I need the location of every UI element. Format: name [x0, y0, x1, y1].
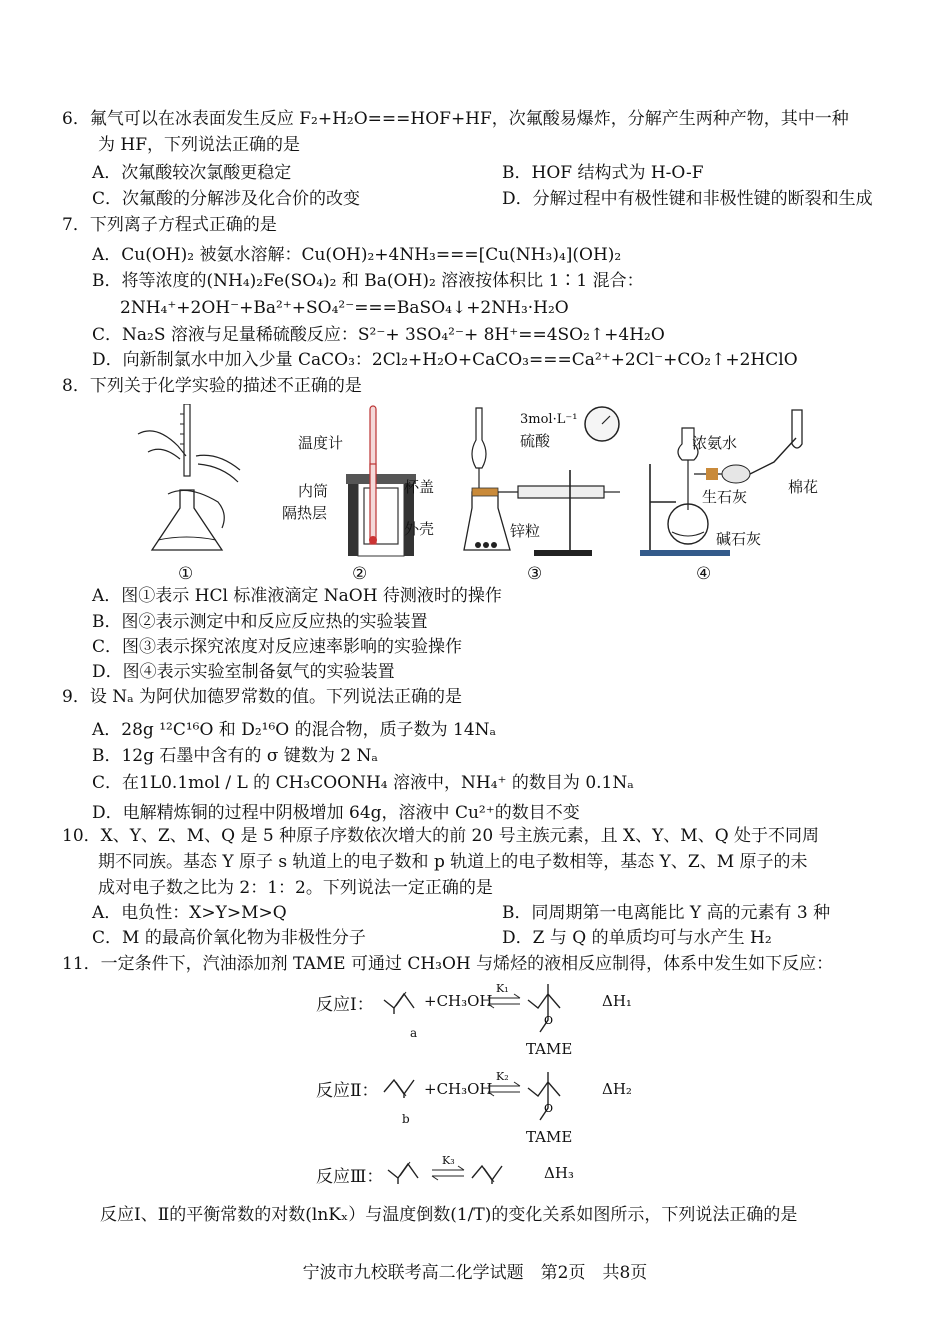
q7-option-a: A．Cu(OH)₂ 被氨水溶解：Cu(OH)₂+4NH₃===[Cu(NH₃)₄](OH)₂	[92, 245, 622, 265]
alkene-b-structure-r3	[470, 1160, 510, 1184]
q10-option-d: D．Z 与 Q 的单质均可与水产生 H₂	[502, 928, 772, 948]
page-footer: 宁波市九校联考高二化学试题 第2页 共8页	[302, 1263, 648, 1283]
k2-label: K₂	[496, 1070, 509, 1083]
q10-option-c: C．M 的最高价氧化物为非极性分子	[92, 928, 366, 948]
delta-h1: ΔH₁	[602, 992, 632, 1010]
label-lid: 杯盖	[404, 478, 435, 496]
label-acid-concentration: 3mol·L⁻¹	[520, 412, 578, 427]
q10-stem-line2: 期不同族。基态 Y 原子 s 轨道上的电子数和 p 轨道上的电子数相等，基态 Y、Z、M 原子的未	[98, 852, 808, 872]
k3-label: K₃	[442, 1154, 455, 1167]
q8-option-b: B．图②表示测定中和反应反应热的实验装置	[92, 612, 428, 632]
gas-syringe	[518, 486, 604, 498]
q8-option-c: C．图③表示探究浓度对反应速率影响的实验操作	[92, 637, 463, 657]
q7-option-b-equation: 2NH₄⁺+2OH⁻+Ba²⁺+SO₄²⁻===BaSO₄↓+2NH₃·H₂O	[120, 298, 569, 318]
reaction-2-label: 反应Ⅱ：	[316, 1081, 379, 1101]
q9-option-b: B．12g 石墨中含有的 σ 键数为 2 Nₐ	[92, 746, 378, 766]
q7-option-d: D．向新制氯水中加入少量 CaCO₃：2Cl₂+H₂O+CaCO₃===Ca²⁺+2Cl⁻+CO₂↑+2HClO	[92, 350, 798, 370]
svg-text:O: O	[544, 1102, 554, 1115]
q9-stem: 9．设 Nₐ 为阿伏加德罗常数的值。下列说法正确的是	[62, 687, 463, 707]
label-insulation: 隔热层	[282, 504, 328, 522]
q8-option-d: D．图④表示实验室制备氨气的实验装置	[92, 662, 395, 682]
svg-text:O: O	[544, 1014, 554, 1027]
right-hand	[196, 455, 240, 482]
q8-option-a: A．图①表示 HCl 标准液滴定 NaOH 待测液时的操作	[92, 586, 502, 606]
label-ammonia-water: 浓氨水	[692, 434, 738, 452]
tame-structure-2	[526, 1072, 576, 1128]
q6-option-a: A．次氟酸较次氯酸更稳定	[92, 163, 292, 183]
burette	[184, 404, 190, 476]
alkene-b-structure	[382, 1074, 422, 1098]
label-thermometer: 温度计	[298, 434, 344, 452]
stand-base	[640, 550, 730, 556]
tame-label-1: TAME	[526, 1040, 573, 1058]
drying-tube	[722, 465, 750, 483]
q6-stem-line1: 6．氟气可以在冰表面发生反应 F₂+H₂O===HOF+HF，次氟酸易爆炸，分解产生两种产物，其中一种	[62, 109, 849, 129]
label-shell: 外壳	[404, 520, 435, 538]
reaction-rate-figure	[458, 404, 628, 558]
inner-cup	[364, 488, 398, 544]
delta-h3: ΔH₃	[544, 1164, 574, 1182]
figure-label-1: ①	[178, 564, 194, 584]
label-cotton: 棉花	[788, 478, 819, 496]
q7-option-c: C．Na₂S 溶液与足量稀硫酸反应：S²⁻+ 3SO₄²⁻+ 8H⁺==4SO₂↑+4H₂O	[92, 325, 665, 345]
titration-figure	[128, 404, 248, 562]
alkene-a-structure-r3	[386, 1160, 426, 1184]
zinc-granule	[475, 542, 481, 548]
q9-option-d: D．电解精炼铜的过程中阴极增加 64g，溶液中 Cu²⁺的数目不变	[92, 803, 580, 823]
collection-tube	[792, 410, 802, 448]
q6-option-d: D．分解过程中有极性键和非极性键的断裂和生成	[502, 189, 873, 209]
tame-label-2: TAME	[526, 1128, 573, 1146]
reaction-1-label: 反应Ⅰ：	[316, 995, 374, 1015]
delta-h2: ΔH₂	[602, 1080, 632, 1098]
label-sulfuric-acid: 硫酸	[520, 432, 551, 450]
figure-label-3: ③	[527, 564, 543, 584]
q11-tail: 反应Ⅰ、Ⅱ的平衡常数的对数(lnKₓ）与温度倒数(1/T)的变化关系如图所示，下列说法正确的是	[100, 1205, 798, 1225]
tame-structure-1	[526, 984, 576, 1040]
q6-option-b: B．HOF 结构式为 H-O-F	[502, 163, 704, 183]
left-hand	[138, 431, 186, 459]
label-soda-lime: 碱石灰	[716, 530, 762, 548]
label-alkene-a: a	[410, 1026, 418, 1040]
k1-label: K₁	[496, 982, 509, 995]
q7-option-b: B．将等浓度的(NH₄)₂Fe(SO₄)₂ 和 Ba(OH)₂ 溶液按体积比 1∶1 混合：	[92, 271, 644, 291]
label-alkene-b: b	[402, 1112, 410, 1126]
q10-option-b: B．同周期第一电离能比 Y 高的元素有 3 种	[502, 903, 831, 923]
separatory-funnel	[472, 408, 486, 468]
reaction-2-methanol: +CH₃OH	[424, 1080, 493, 1098]
figure-label-4: ④	[696, 564, 712, 584]
reaction-3-label: 反应Ⅲ：	[316, 1167, 384, 1187]
reaction-1-methanol: +CH₃OH	[424, 992, 493, 1010]
q9-option-c: C．在1L0.1mol / L 的 CH₃COONH₄ 溶液中，NH₄⁺ 的数目为 0.1Nₐ	[92, 773, 634, 793]
label-quicklime: 生石灰	[702, 488, 748, 506]
q10-stem-line3: 成对电子数之比为 2：1：2。下列说法一定正确的是	[98, 878, 493, 898]
alkene-a-structure	[382, 990, 422, 1014]
q10-option-a: A．电负性：X>Y>M>Q	[92, 903, 287, 923]
q11-stem: 11．一定条件下，汽油添加剂 TAME 可通过 CH₃OH 与烯烃的液相反应制得，体系中发生如下反应：	[62, 954, 834, 974]
q6-option-c: C．次氟酸的分解涉及化合价的改变	[92, 189, 361, 209]
q8-stem: 8．下列关于化学实验的描述不正确的是	[62, 376, 362, 396]
label-zinc: 锌粒	[510, 522, 541, 540]
reaction-flask	[464, 492, 510, 550]
q9-option-a: A．28g ¹²C¹⁶O 和 D₂¹⁶O 的混合物，质子数为 14Nₐ	[92, 720, 497, 740]
figure-label-2: ②	[352, 564, 368, 584]
label-inner-cup: 内筒	[298, 482, 329, 500]
q6-stem-line2: 为 HF，下列说法正确的是	[98, 135, 301, 155]
q7-stem: 7．下列离子方程式正确的是	[62, 215, 277, 235]
q10-stem-line1: 10．X、Y、Z、M、Q 是 5 种原子序数依次增大的前 20 号主族元素，且 X、Y、M、Q 处于不同周	[62, 826, 820, 846]
